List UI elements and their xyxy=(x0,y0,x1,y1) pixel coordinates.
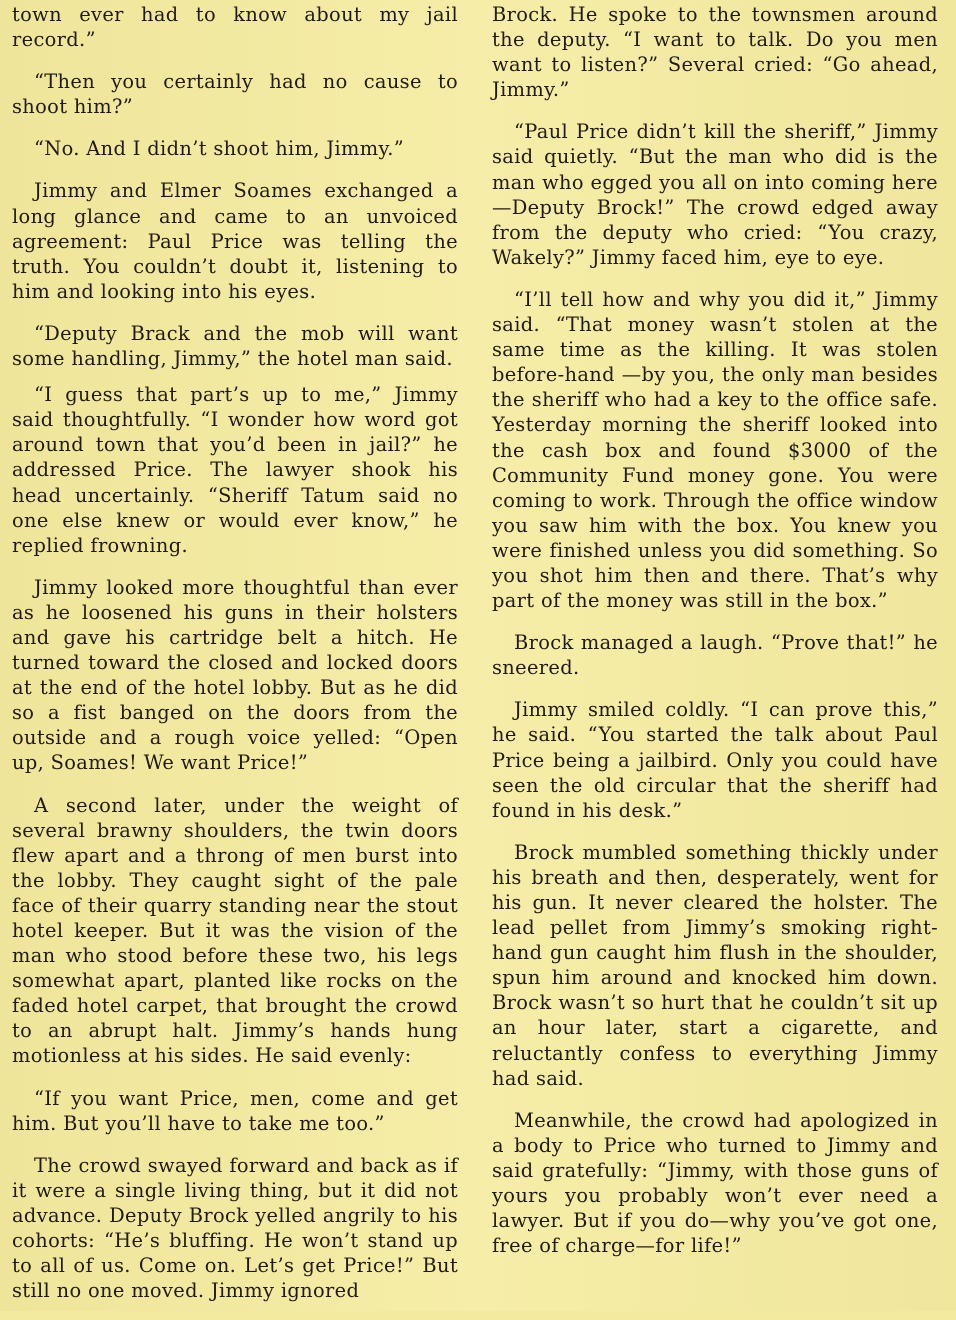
paragraph: “Deputy Brack and the mob will want some handling, Jimmy,” the hotel man said. xyxy=(12,321,458,371)
paragraph: Brock managed a laugh. “Prove that!” he sneered. xyxy=(492,631,938,680)
paragraph: “Then you certainly had no cause to shoot him?” xyxy=(12,70,458,119)
paragraph: A second later, under the weight of several brawny shoulders, the twin doors flew apart and a throng of men burst into the lobby. They caught sight of the pale face of their quarry standing near the stout hotel keeper. But it was the vision of the man who stood before these two, his legs somewhat apart, planted like rocks on the faded hotel carpet, that brought the crowd to an abrupt halt. Jimmy’s hands hung motionless at his sides. He said evenly: xyxy=(12,793,458,1068)
paragraph: “I’ll tell how and why you did it,” Jimmy said. “That money wasn’t stolen at the same time as the killing. It was stolen before-hand —by you, the only man besides the sheriff who had a key to the office safe. Yesterday morning the sheriff looked into the cash box and found $3000 of the Community Fund money gone. You were coming to work. Through the office window you saw him with the box. You knew you were finished unless you did something. So you shot him then and there. That’s why part of the money was still in the box.” xyxy=(492,287,938,613)
paragraph: “Paul Price didn’t kill the sheriff,” Jimmy said quietly. “But the man who did is the man who egged you all on into coming here—Deputy Brock!” The crowd edged away from the deputy who cried: “You crazy, Wakely?” Jimmy faced him, eye to eye. xyxy=(492,120,938,269)
paragraph: Jimmy and Elmer Soames exchanged a long glance and came to an unvoiced agreement: Paul Price was telling the truth. You couldn’t doubt it, listening to him and looking into his eyes. xyxy=(12,179,458,303)
paragraph: Jimmy smiled coldly. “I can prove this,” he said. “You started the talk about Paul Price being a jailbird. Only you could have seen the old circular that the sheriff had found in his desk.” xyxy=(492,698,938,822)
paragraph: The crowd swayed forward and back as if it were a single living thing, but it did not advance. Deputy Brock yelled angrily to his cohorts: “He’s bluffing. He won’t stand up to all of us. Come on. Let’s get Price!” But still no one moved. Jimmy ignored xyxy=(12,1153,458,1303)
paragraph: Jimmy looked more thoughtful than ever as he loosened his guns in their holsters and gave his cartridge belt a hitch. He turned toward the closed and locked doors at the end of the hotel lobby. But as he did so a fist banged on the doors from the outside and a rough voice yelled: “Open up, Soames! We want Price!” xyxy=(12,575,458,775)
left-column xyxy=(12,2,458,1320)
paragraph: Brock. He spoke to the townsmen around the deputy. “I want to talk. Do you men want to listen?” Several cried: “Go ahead, Jimmy.” xyxy=(492,3,938,102)
paragraph: “If you want Price, men, come and get him. But you’ll have to take me too.” xyxy=(12,1086,458,1135)
paragraph: “No. And I didn’t shoot him, Jimmy.” xyxy=(34,137,405,161)
paragraph: Meanwhile, the crowd had apologized in a body to Price who turned to Jimmy and said gratefully: “Jimmy, with those guns of yours you probably won’t ever need a lawyer. But if you do—why you’ve got one, free of charge—for life!” xyxy=(492,1108,938,1258)
paragraph: town ever had to know about my jail record.” xyxy=(12,3,458,52)
right-column xyxy=(492,2,938,1275)
paragraph: “I guess that part’s up to me,” Jimmy said thoughtfully. “I wonder how word got around town that you’d been in jail?” he addressed Price. The lawyer shook his head uncertainly. “Sheriff Tatum said no one else knew or would ever know,” he replied frowning. xyxy=(12,383,458,557)
paragraph: Brock mumbled something thickly under his breath and then, desperately, went for his gun. It never cleared the holster. The lead pellet from Jimmy’s smoking right-hand gun caught him flush in the shoulder, spun him around and knocked him down. Brock wasn’t so hurt that he couldn’t sit up an hour later, start a cigarette, and reluctantly confess to everything Jimmy had said. xyxy=(492,840,938,1090)
